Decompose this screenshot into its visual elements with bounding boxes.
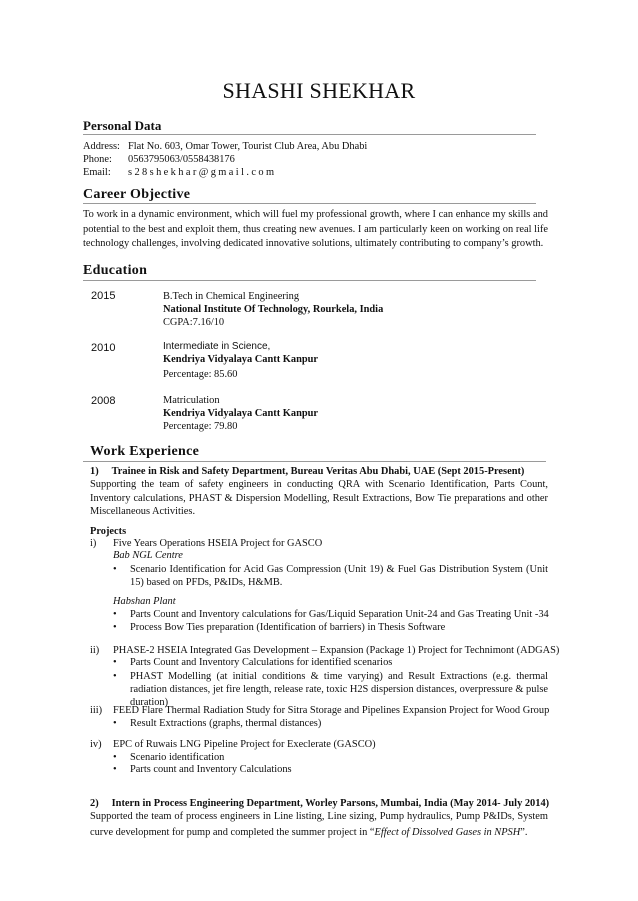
list-item: • Parts count and Inventory Calculations <box>130 764 292 775</box>
list-item: • Scenario identification <box>130 752 224 763</box>
education-score: CGPA:7.16/10 <box>163 317 225 328</box>
list-item: • Process Bow Ties preparation (Identification of barriers) in Thesis Software <box>130 622 445 633</box>
section-divider <box>83 280 536 281</box>
education-heading: Education <box>83 263 148 278</box>
list-item: • Scenario Identification for Acid Gas Compression (Unit 19) & Fuel Gas Distribution System (Unit 15) based on PFDs, P&IDs, H&MB. <box>130 563 548 589</box>
education-score: Percentage: 79.80 <box>163 421 238 432</box>
personal-data-heading: Personal Data <box>83 118 162 133</box>
work-experience-heading: Work Experience <box>90 444 200 459</box>
project-number: iii) <box>90 705 103 716</box>
list-item: • Result Extractions (graphs, thermal distances) <box>130 718 321 729</box>
education-school: National Institute Of Technology, Rourkela, India <box>163 304 384 315</box>
job-heading: 1) Trainee in Risk and Safety Department, Bureau Veritas Abu Dhabi, UAE (Sept 2015-Present) <box>90 466 525 477</box>
job-description-text: Supported the team of process engineers in Line listing, Line sizing, Pump hydraulics, Pump P&IDs, System curve development for pump and completed the summer project in “ <box>90 811 548 838</box>
education-degree: Intermediate in Science, <box>163 341 271 352</box>
project-topic: Effect of Dissolved Gases in NPSH <box>374 827 521 838</box>
project-title: Five Years Operations HSEIA Project for GASCO <box>113 538 323 549</box>
section-divider <box>83 203 536 204</box>
education-school: Kendriya Vidyalaya Cantt Kanpur <box>163 354 319 365</box>
projects-label: Projects <box>90 526 127 537</box>
education-school: Kendriya Vidyalaya Cantt Kanpur <box>163 408 319 419</box>
phone-label: Phone: <box>83 154 112 165</box>
career-objective-text: To work in a dynamic environment, which will fuel my professional growth, where I can enhance my skills and potential to the best and exploit them, thus creating new avenues. I am particularly keen on working on real life technology challenges, involving dedicated innovative solutions, ultimately contributing to company’s growth. <box>83 209 548 250</box>
email-value: s28shekhar@gmail.com <box>128 167 277 178</box>
job-description <box>90 809 548 841</box>
education-degree: B.Tech in Chemical Engineering <box>163 291 300 302</box>
job-description-text: ”. <box>520 827 528 838</box>
project-site: Habshan Plant <box>113 596 176 607</box>
project-number: i) <box>90 538 97 549</box>
phone-value: 0563795063/0558438176 <box>128 154 235 165</box>
project-title: EPC of Ruwais LNG Pipeline Project for Execlerate (GASCO) <box>113 739 376 750</box>
list-item: • Parts Count and Inventory calculations for Gas/Liquid Separation Unit-24 and Gas Treating Unit -34 <box>130 609 549 620</box>
job-description: Supporting the team of safety engineers in conducting QRA with Scenario Identification, Parts Count, Inventory calculations, PHAST & Dispersion Modelling, Result Extractions, Bow Tie preparations and other Miscellaneous Activities. <box>90 479 548 517</box>
project-number: iv) <box>90 739 102 750</box>
education-year: 2015 <box>91 290 116 302</box>
list-item: • Parts Count and Inventory Calculations for identified scenarios <box>130 657 392 668</box>
project-title: PHASE-2 HSEIA Integrated Gas Development – Expansion (Package 1) Project for Technimont (ADGAS) <box>113 645 560 656</box>
project-number: ii) <box>90 645 100 656</box>
candidate-name: SHASHI SHEKHAR <box>222 78 416 103</box>
section-divider <box>83 461 546 462</box>
address-value: Flat No. 603, Omar Tower, Tourist Club Area, Abu Dhabi <box>128 141 368 152</box>
career-objective-heading: Career Objective <box>83 187 191 202</box>
list-item: • PHAST Modelling (at initial conditions & time varying) and Result Extractions (e.g. thermal radiation distances, jet fire length, release rate, toxic H2S dispersion distances, overpressure & pulse duration) <box>130 670 548 709</box>
education-year: 2010 <box>91 342 116 354</box>
email-label: Email: <box>83 167 111 178</box>
job-heading: 2) Intern in Process Engineering Department, Worley Parsons, Mumbai, India (May 2014- July 2014) <box>90 798 550 809</box>
address-label: Address: <box>83 141 120 152</box>
project-site: Bab NGL Centre <box>113 550 183 561</box>
education-score: Percentage: 85.60 <box>163 369 238 380</box>
section-divider <box>83 134 536 135</box>
education-year: 2008 <box>91 395 116 407</box>
project-title: FEED Flare Thermal Radiation Study for Sitra Storage and Pipelines Expansion Project for Wood Group <box>113 705 550 716</box>
education-degree: Matriculation <box>163 395 220 406</box>
